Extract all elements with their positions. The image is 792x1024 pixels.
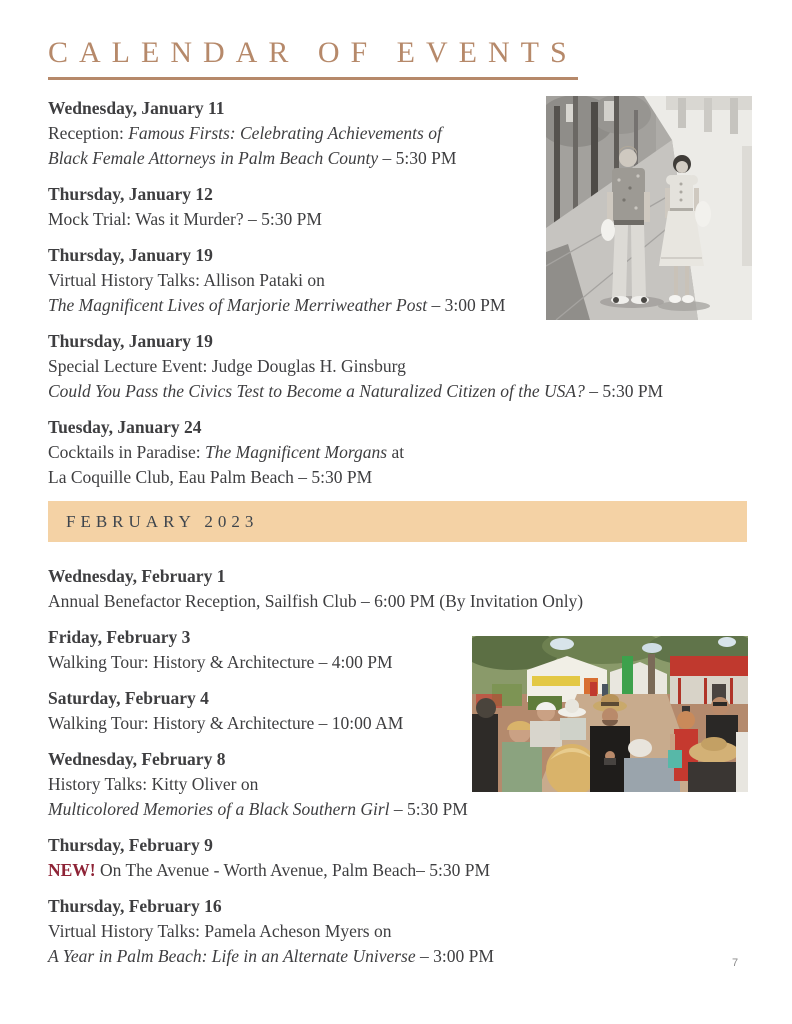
event-line — [48, 944, 747, 969]
event-text-segment: Walking Tour: History & Architecture – 4:00 PM — [48, 652, 393, 672]
event-item — [48, 329, 747, 404]
page-number: 7 — [732, 957, 739, 969]
month-banner-february — [48, 501, 747, 542]
event-line — [48, 354, 747, 379]
event-text-segment: Multicolored Memories of a Black Southern Girl — [48, 799, 390, 819]
event-text-segment: A Year in Palm Beach: Life in an Alternate Universe — [48, 946, 416, 966]
event-date: Friday, February 3 — [48, 627, 191, 647]
event-item — [48, 564, 747, 614]
event-text-segment: La Coquille Club, Eau Palm Beach – 5:30 PM — [48, 467, 373, 487]
event-text-segment: Walking Tour: History & Architecture – 10:00 AM — [48, 713, 404, 733]
event-text-segment: The Magnificent Lives of Marjorie Merriweather Post — [48, 295, 428, 315]
month-banner-label: FEBRUARY 2023 — [66, 511, 259, 531]
walking-tour-crowd-photo — [472, 636, 748, 792]
event-date: Wednesday, January 11 — [48, 98, 225, 118]
event-text-segment: History Talks: Kitty Oliver on — [48, 774, 259, 794]
event-item — [48, 415, 747, 490]
red-awning-building — [670, 656, 748, 704]
new-event-badge: NEW! — [48, 860, 96, 880]
event-text-segment: On The Avenue - Worth Avenue, Palm Beach– 5:30 PM — [95, 860, 491, 880]
event-date: Wednesday, February 1 — [48, 566, 226, 586]
event-text-segment: Black Female Attorneys in Palm Beach County — [48, 148, 379, 168]
couple-street-bw-photo — [546, 96, 752, 320]
event-line — [48, 919, 747, 944]
event-text-segment: at — [387, 442, 405, 462]
event-text-segment: – 5:30 PM — [378, 148, 457, 168]
event-date: Thursday, January 19 — [48, 331, 213, 351]
event-text-segment: Mock Trial: Was it Murder? – 5:30 PM — [48, 209, 322, 229]
event-text-segment: Cocktails in Paradise: — [48, 442, 205, 462]
event-text-segment: Annual Benefactor Reception, Sailfish Club – 6:00 PM (By Invitation Only) — [48, 591, 584, 611]
event-date: Thursday, January 19 — [48, 245, 213, 265]
event-text-segment: – 5:30 PM — [584, 381, 664, 401]
event-text-segment: Virtual History Talks: Pamela Acheson Myers on — [48, 921, 392, 941]
event-date: Tuesday, January 24 — [48, 417, 202, 437]
event-date: Thursday, January 12 — [48, 184, 213, 204]
event-text-segment: Reception: — [48, 123, 129, 143]
event-text-segment: Could You Pass the Civics Test to Become a Naturalized Citizen of the USA? — [48, 381, 585, 401]
event-text-segment: The Magnificent Morgans — [205, 442, 388, 462]
page-title: CALENDAR OF EVENTS — [48, 36, 578, 80]
event-date: Wednesday, February 8 — [48, 749, 226, 769]
event-date: Saturday, February 4 — [48, 688, 209, 708]
event-date: Thursday, February 9 — [48, 835, 213, 855]
event-line — [48, 858, 747, 883]
event-text-segment: Virtual History Talks: Allison Pataki on — [48, 270, 325, 290]
event-item — [48, 833, 747, 883]
event-text-segment: – 3:00 PM — [415, 946, 494, 966]
event-line — [48, 465, 747, 490]
event-date: Thursday, February 16 — [48, 896, 222, 916]
event-text-segment: Special Lecture Event: Judge Douglas H. Ginsburg — [48, 356, 406, 376]
event-text-segment: – 3:00 PM — [427, 295, 506, 315]
event-text-segment: Famous Firsts: Celebrating Achievements of — [128, 123, 442, 143]
event-line — [48, 797, 747, 822]
event-line — [48, 440, 747, 465]
event-line — [48, 379, 747, 404]
event-text-segment: – 5:30 PM — [389, 799, 468, 819]
event-line — [48, 589, 747, 614]
event-item — [48, 894, 747, 969]
